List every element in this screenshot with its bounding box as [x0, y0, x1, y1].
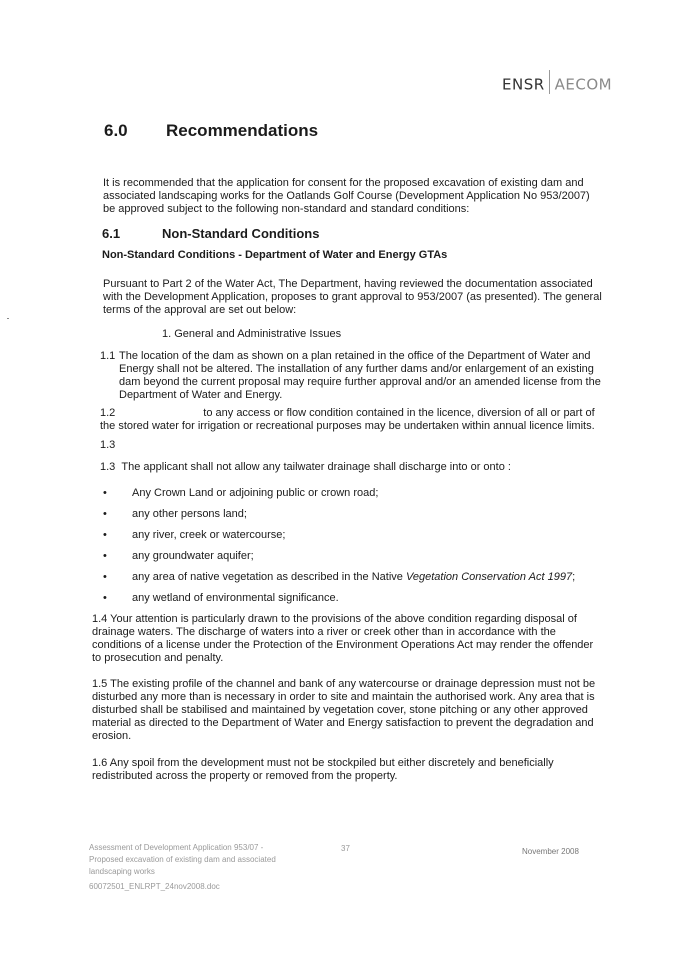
section-heading — [104, 121, 318, 141]
condition-1-5: 1.5 The existing profile of the channel and bank of any watercourse or drainage depression must not be disturbed any more than is necessary in order to site and maintain the authorised work. Any area that is disturbed shall be stabilised and maintained by vegetation cover, stone pitching or any other approved material as directed to the Department of Water and Energy satisfaction to prevent the degradation and erosion. — [92, 678, 596, 742]
subsection-title: Non-Standard Conditions — [162, 226, 320, 241]
footer-line-3: landscaping works — [89, 867, 155, 876]
pursuant-paragraph: Pursuant to Part 2 of the Water Act, The Department, having reviewed the documentation associated with the Development Application, proposes to grant approval to 953/2007 (as presented). The general terms of the approval are set out below: — [103, 278, 602, 316]
bullet-dot: • — [103, 529, 107, 541]
section-title: Recommendations — [166, 121, 319, 140]
bullet-item — [103, 487, 378, 500]
footer-line-2: Proposed excavation of existing dam and associated — [89, 855, 276, 864]
condition-1-3-number: 1.3 — [100, 461, 116, 473]
condition-1-6: 1.6 Any spoil from the development must not be stockpiled but either discretely and beneficially redistributed across the property or removed from the property. — [92, 757, 554, 782]
bullet-item — [103, 571, 575, 584]
bullet-text: any wetland of environmental significance. — [132, 592, 339, 604]
intro-paragraph: It is recommended that the application for consent for the proposed excavation of existing dam and associated landscaping works for the Oatlands Golf Course (Development Application No 953/2007) be approved subject to the following non-standard and standard conditions: — [103, 177, 590, 215]
logo-aecom: AECOM — [554, 75, 613, 94]
subsection-number: 6.1 — [102, 226, 121, 241]
subsection-heading — [102, 226, 319, 241]
bullet-text: any groundwater aquifer; — [132, 550, 254, 562]
condition-1-2 — [100, 407, 605, 433]
bullet-dot: • — [103, 550, 107, 562]
condition-1-3-number-a: 1.3 — [100, 439, 116, 451]
bullet-item — [103, 508, 247, 521]
bullet-text: any other persons land; — [132, 508, 247, 520]
condition-1-1-text: The location of the dam as shown on a plan retained in the office of the Department of Water and Energy shall not be altered. The installation of any further dams and/or enlargement of an existing dam beyond the current proposal may require further approval and/or an amended license from the Department of Water and Energy. — [119, 350, 601, 401]
bullet-dot: • — [103, 508, 107, 520]
condition-1-1 — [100, 350, 605, 402]
footer-line-1: Assessment of Development Application 953/07 - — [89, 843, 264, 852]
bullet-text: any river, creek or watercourse; — [132, 529, 286, 541]
condition-1-1-number: 1.1 — [100, 350, 116, 362]
bullet-dot: • — [103, 592, 107, 604]
bullet-text: any area of native vegetation as described in the Native — [132, 571, 406, 583]
section-number: 6.0 — [104, 121, 128, 140]
bullet-item — [103, 529, 285, 542]
bullet-dot: • — [103, 571, 107, 583]
condition-1-4: 1.4 Your attention is particularly drawn to the provisions of the above condition regarding disposal of drainage waters. The discharge of waters into a river or creek other than in accordance with the conditions of a license under the Protection of the Environment Operations Act may render the offender to prosecution and penalty. — [92, 613, 594, 664]
bullet-item — [103, 550, 254, 563]
footer-date: November 2008 — [522, 847, 579, 856]
condition-1-3-text: The applicant shall not allow any tailwater drainage shall discharge into or onto : — [121, 461, 511, 473]
page-number: 37 — [341, 844, 350, 853]
bullet-text: Any Crown Land or adjoining public or crown road; — [132, 487, 379, 499]
footer-document-info — [89, 842, 276, 893]
company-logo — [502, 73, 612, 97]
logo-divider — [549, 70, 550, 94]
bullet-dot: • — [103, 487, 107, 499]
condition-1-2-number: 1.2 — [100, 407, 116, 419]
condition-1-2-text: to any access or flow condition contained in the licence, diversion of all or part of the stored water for irrigation or recreational purposes may be undertaken within annual licence limits. — [100, 407, 595, 432]
condition-1-3 — [100, 461, 511, 474]
subheading: Non-Standard Conditions - Department of Water and Energy GTAs — [102, 249, 448, 261]
scan-artifact — [7, 318, 9, 319]
bullet-item — [103, 592, 339, 605]
act-title: Vegetation Conservation Act 1997 — [405, 571, 573, 583]
bullet-tail: ; — [572, 571, 576, 583]
logo-ensr: ENSR — [502, 75, 545, 94]
footer-filename: 60072501_ENLRPT_24nov2008.doc — [89, 882, 220, 891]
list-heading: 1. General and Administrative Issues — [162, 328, 342, 340]
